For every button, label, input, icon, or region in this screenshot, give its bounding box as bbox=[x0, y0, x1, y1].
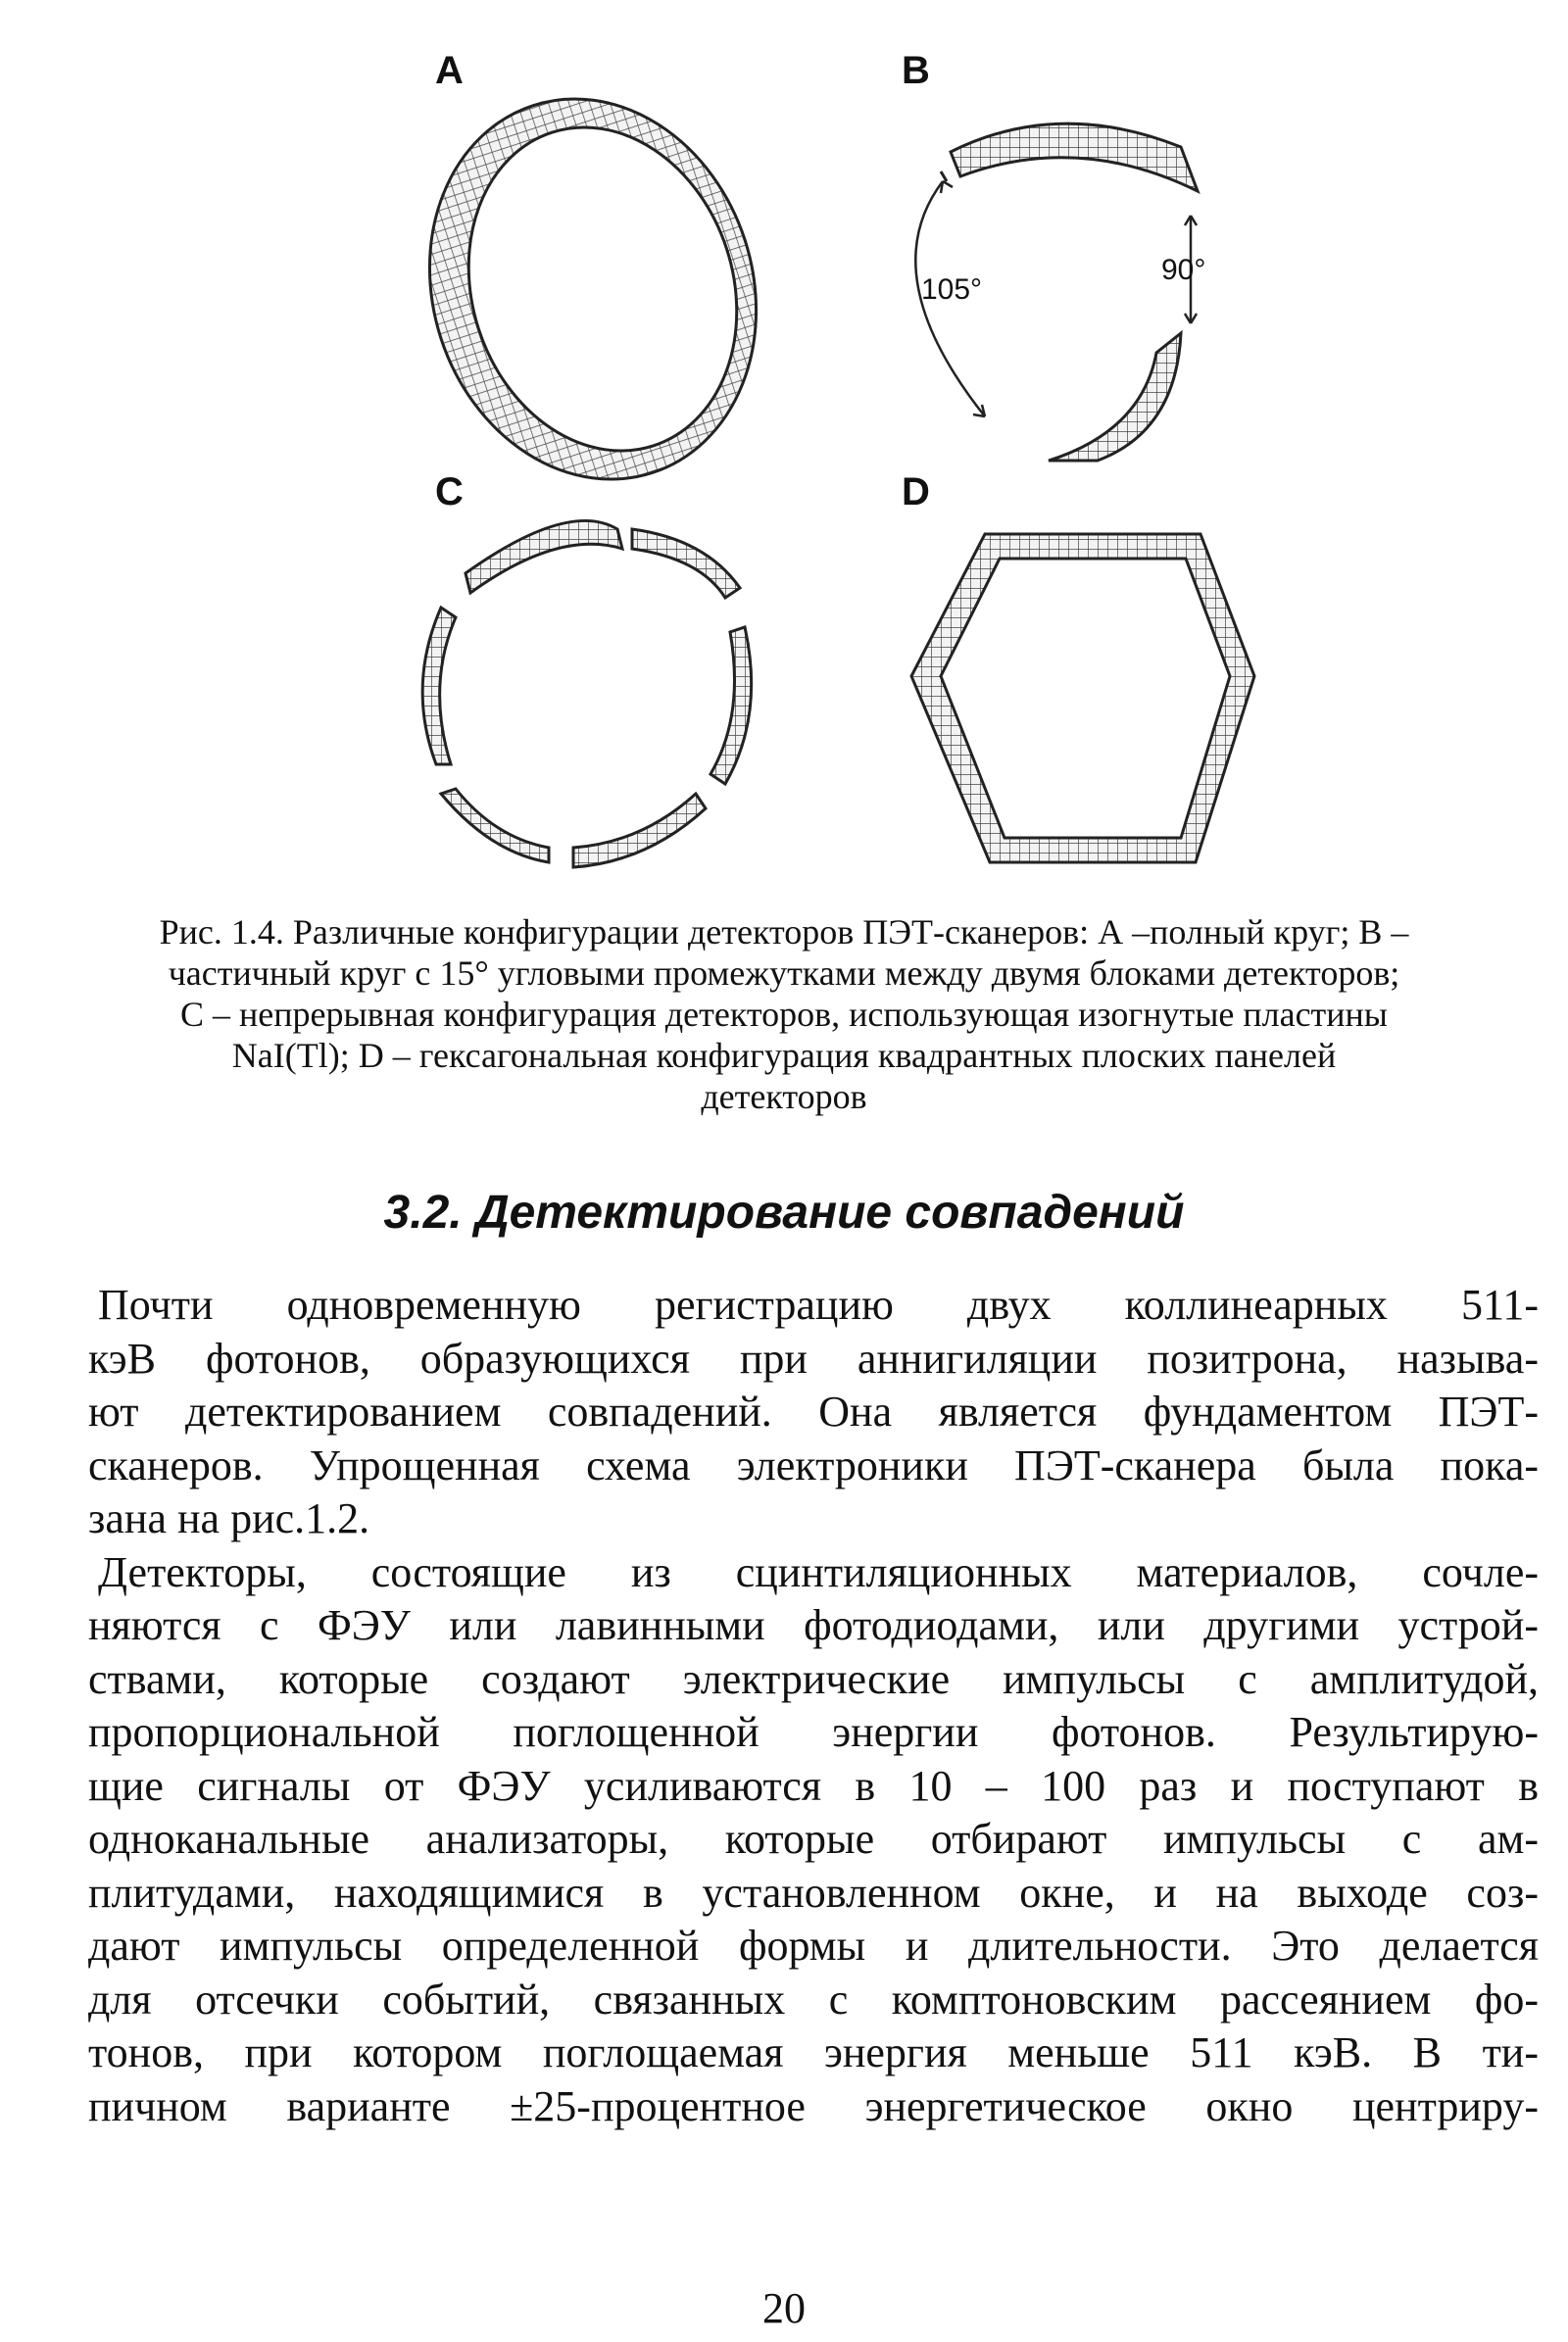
text-line: пропорциональной поглощенной энергии фотонов. Результирую- bbox=[88, 1708, 1539, 1756]
caption-line: С – непрерывная конфигурация детекторов, использующая изогнутые пластины bbox=[180, 995, 1388, 1034]
text-line: сканеров. Упрощенная схема электроники ПЭТ-сканера была пока- bbox=[88, 1440, 1539, 1489]
text-line: зана на рис.1.2. bbox=[88, 1494, 370, 1542]
hexagonal-detector bbox=[911, 534, 1254, 862]
text-line: ствами, которые создают электрические импульсы с амплитудой, bbox=[88, 1654, 1539, 1703]
text-line: няются с ФЭУ или лавинными фотодиодами, или другими устрой- bbox=[88, 1601, 1539, 1649]
text-line: тонов, при котором поглощаемая энергия меньше 511 кэВ. В ти- bbox=[88, 2028, 1539, 2076]
segmented-ring-detector bbox=[422, 520, 752, 867]
text-line: щие сигналы от ФЭУ усиливаются в 10 – 100 раз и поступают в bbox=[88, 1761, 1539, 1810]
page-number: 20 bbox=[762, 2284, 806, 2332]
text-line: пичном варианте ±25-процентное энергетическое окно центриру- bbox=[88, 2081, 1539, 2130]
figure-caption bbox=[59, 911, 1509, 1117]
caption-line: Рис. 1.4. Различные конфигурации детекторов ПЭТ-сканеров: А –полный круг; В – bbox=[159, 912, 1409, 951]
text-line: Детекторы, состоящие из сцинтиляционных материалов, сочле- bbox=[98, 1547, 1539, 1596]
full-ring-detector bbox=[412, 56, 805, 521]
caption-line: детекторов bbox=[701, 1077, 867, 1116]
caption-line: частичный круг с 15° угловыми промежутками между двумя блоками детекторов; bbox=[168, 953, 1400, 993]
detector-configurations-figure bbox=[412, 39, 1294, 902]
figure-label-c: C bbox=[435, 470, 464, 513]
text-line: для отсечки событий, связанных с комптоновским рассеянием фо- bbox=[88, 1975, 1539, 2024]
text-line: дают импульсы определенной формы и длительности. Это делается bbox=[88, 1922, 1539, 1970]
figure-label-a: A bbox=[435, 49, 464, 92]
angle-label-90: 90° bbox=[1161, 254, 1206, 286]
text-line: плитудами, находящимися в установленном окне, и на выходе соз- bbox=[88, 1868, 1539, 1917]
text-line: ют детектированием совпадений. Она является фундаментом ПЭТ- bbox=[88, 1388, 1539, 1436]
text-line: кэВ фотонов, образующихся при аннигиляции позитрона, называ- bbox=[88, 1334, 1539, 1383]
text-line: одноканальные анализаторы, которые отбирают импульсы с ам- bbox=[88, 1815, 1539, 1863]
angle-label-105: 105° bbox=[921, 273, 983, 306]
paragraph-2 bbox=[88, 1546, 1539, 2134]
figure-label-d: D bbox=[902, 470, 930, 513]
figure-label-b: B bbox=[902, 49, 930, 92]
section-title: 3.2. Детектирование совпадений bbox=[383, 1187, 1185, 1239]
body-text bbox=[88, 1279, 1539, 2133]
figure-drawing bbox=[412, 39, 1294, 902]
paragraph-1 bbox=[88, 1279, 1539, 1546]
text-line: Почти одновременную регистрацию двух коллинеарных 511- bbox=[98, 1281, 1539, 1329]
caption-line: NaI(Tl); D – гексагональная конфигурация квадрантных плоских панелей bbox=[231, 1036, 1337, 1075]
